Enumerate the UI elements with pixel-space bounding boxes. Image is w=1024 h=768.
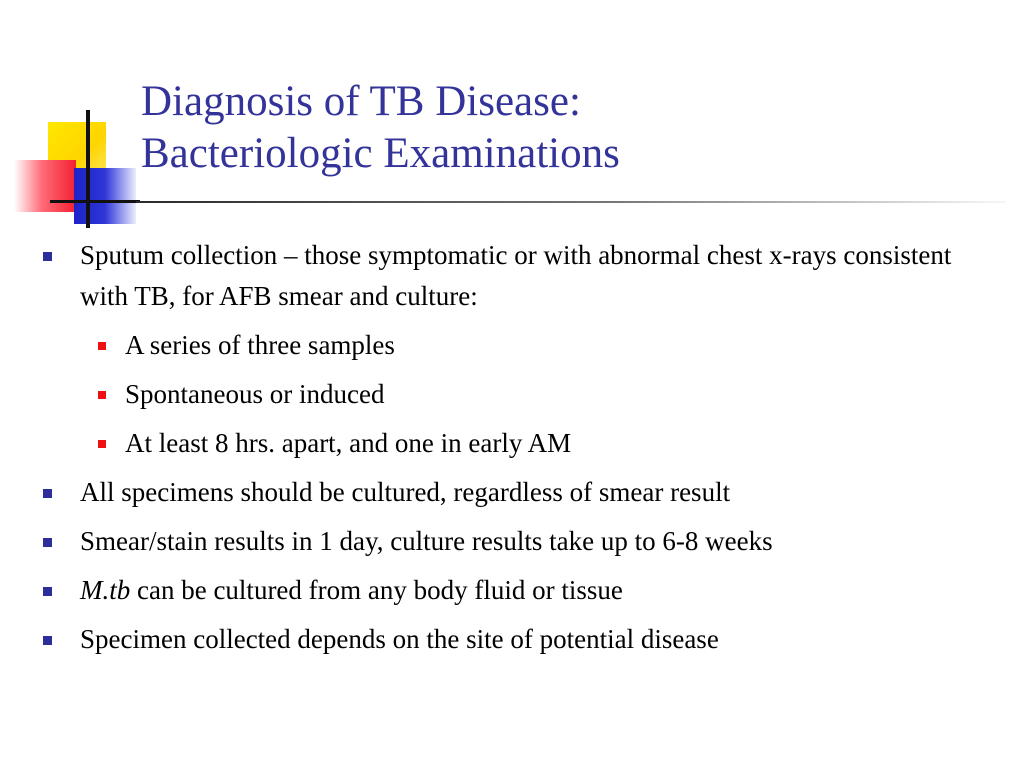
bullet-mtb-cultured: [40, 570, 1000, 611]
decorative-squares-logo: [0, 0, 150, 230]
bullet-list: [40, 235, 1000, 668]
bullet-sputum-collection: Sputum collection – those symptomatic or with abnormal chest x-rays consistent with TB, for AFB smear and culture:: [40, 235, 1000, 317]
mtb-italic: M.tb: [80, 575, 131, 605]
sub-bullet-8-hrs-apart: At least 8 hrs. apart, and one in early AM: [40, 423, 1000, 464]
title-line-1: Diagnosis of TB Disease:: [141, 78, 581, 125]
bullet-specimen-site: Specimen collected depends on the site of potential disease: [40, 619, 1000, 660]
sub-bullet-spontaneous-induced: Spontaneous or induced: [40, 374, 1000, 415]
bullet-all-specimens-cultured: All specimens should be cultured, regardless of smear result: [40, 472, 1000, 513]
blue-square: [74, 168, 136, 224]
slide-title: [141, 76, 1001, 180]
logo-vertical-line: [86, 110, 90, 228]
sub-bullet-three-samples: A series of three samples: [40, 325, 1000, 366]
title-underline-rule: [136, 201, 1006, 203]
red-square: [14, 160, 76, 212]
bullet-smear-stain-results: Smear/stain results in 1 day, culture results take up to 6-8 weeks: [40, 521, 1000, 562]
logo-horizontal-line: [50, 200, 140, 203]
mtb-bullet-text: can be cultured from any body fluid or tissue: [130, 575, 623, 605]
title-line-2: Bacteriologic Examinations: [141, 130, 620, 177]
